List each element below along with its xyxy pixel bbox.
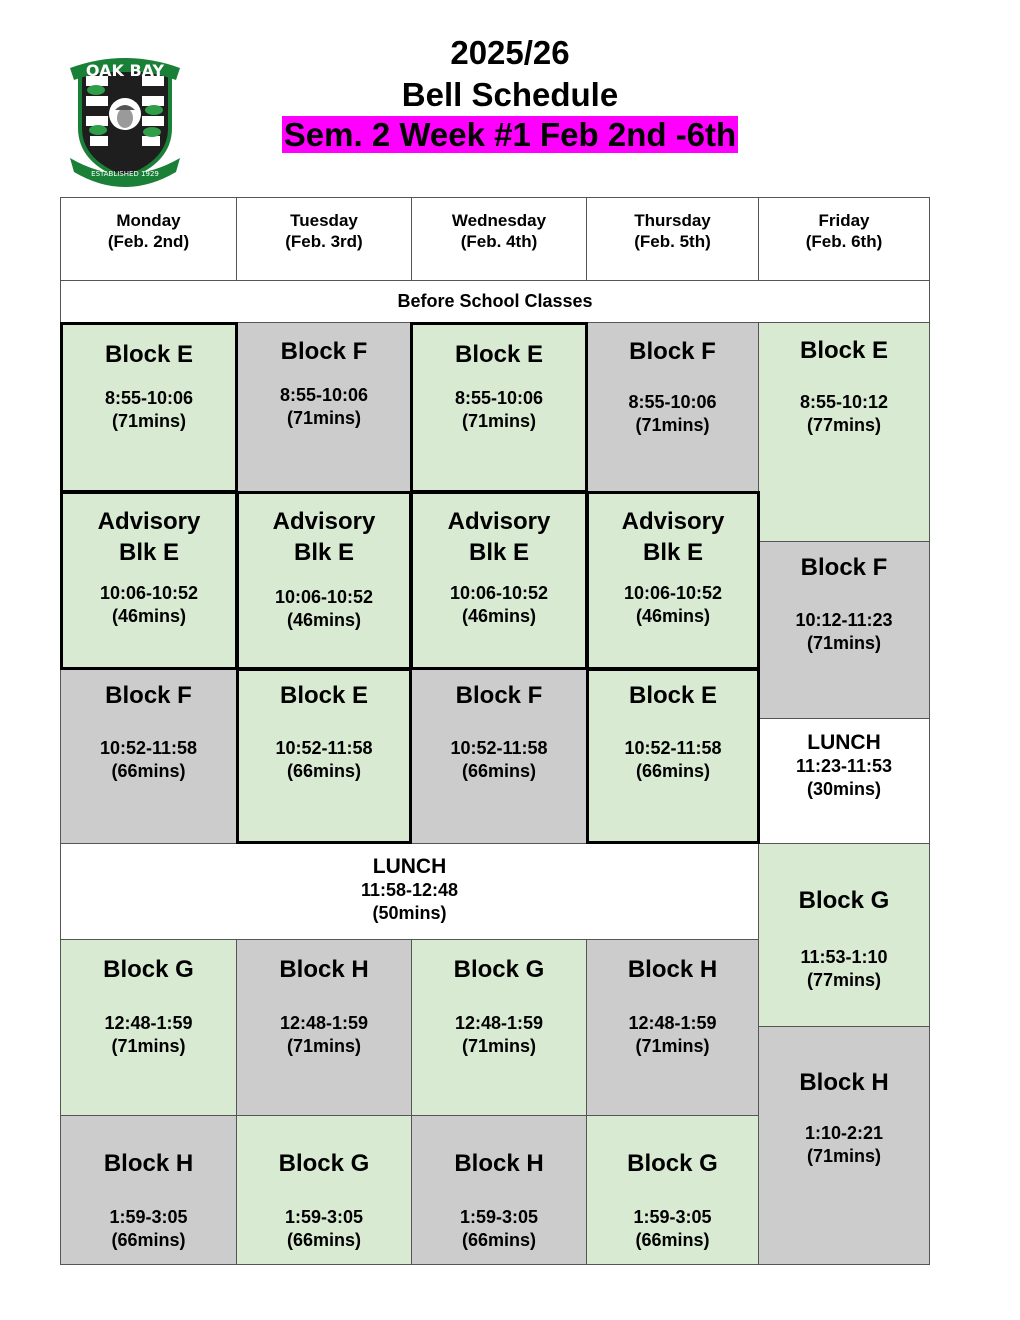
- day-name: Wednesday: [451, 211, 547, 230]
- block-name: Block H: [799, 1069, 889, 1096]
- title-week-highlight: Sem. 2 Week #1 Feb 2nd -6th: [283, 116, 737, 153]
- day-date: (Feb. 6th): [805, 232, 883, 251]
- block-time: 10:06-10:52: [274, 587, 374, 607]
- schedule-cell-tue-block-e: [236, 668, 412, 844]
- title-year: 2025/26: [450, 34, 570, 71]
- lunch-time: 11:23-11:53: [795, 756, 893, 776]
- block-name: Block E: [799, 337, 889, 364]
- schedule-cell-mon-block-e: [60, 322, 238, 493]
- block-time: 12:48-1:59: [454, 1013, 544, 1033]
- block-name: Block G: [453, 956, 545, 983]
- block-duration: (71mins): [461, 411, 537, 431]
- block-duration: (77mins): [806, 415, 882, 435]
- block-duration: (46mins): [635, 606, 711, 626]
- day-date: (Feb. 4th): [460, 232, 538, 251]
- block-time: 10:52-11:58: [99, 738, 198, 758]
- block-duration: (66mins): [461, 761, 537, 781]
- block-time: 8:55-10:06: [454, 388, 544, 408]
- block-duration: (46mins): [461, 606, 537, 626]
- block-name: Advisory: [621, 508, 725, 535]
- schedule-cell-tue-advisory: [236, 491, 412, 670]
- day-date: (Feb. 5th): [634, 232, 711, 251]
- block-name: Block H: [454, 1150, 544, 1177]
- block-duration: (66mins): [286, 1230, 362, 1250]
- schedule-cell-mon-advisory: [60, 491, 238, 670]
- block-name: Block H: [279, 956, 369, 983]
- block-time: 11:53-1:10: [800, 947, 888, 967]
- block-duration: (46mins): [286, 610, 362, 630]
- lunch-duration: (30mins): [806, 779, 882, 799]
- schedule-cell-wed-block-e: [410, 322, 588, 493]
- block-name: Advisory: [447, 508, 551, 535]
- block-subname: Blk E: [118, 539, 180, 566]
- day-name: Friday: [818, 211, 870, 230]
- block-time: 12:48-1:59: [628, 1013, 717, 1033]
- lunch-duration: (50mins): [372, 903, 447, 923]
- block-time: 10:06-10:52: [449, 583, 549, 603]
- schedule-cell-fri-block-f: [758, 541, 930, 719]
- day-name: Thursday: [634, 211, 711, 230]
- day-date: (Feb. 3rd): [285, 232, 363, 251]
- school-crest-logo: [66, 50, 184, 188]
- block-time: 10:06-10:52: [623, 583, 723, 603]
- schedule-cell-fri-block-g: [758, 843, 930, 1027]
- block-time: 10:52-11:58: [450, 738, 548, 758]
- block-duration: (71mins): [806, 633, 882, 653]
- block-name: Block F: [280, 338, 368, 365]
- schedule-cell-thu-advisory: [586, 491, 760, 670]
- block-duration: (71mins): [461, 1036, 537, 1056]
- block-name: Block F: [800, 554, 888, 581]
- title-schedule: Bell Schedule: [401, 76, 619, 113]
- block-time: 8:55-10:12: [799, 392, 889, 412]
- schedule-cell-wed-advisory: [410, 491, 588, 670]
- lunch-mon-thu: [60, 843, 759, 940]
- schedule-cell-wed-block-f: [411, 668, 587, 844]
- day-header-monday: [60, 197, 237, 281]
- block-duration: (71mins): [635, 1036, 710, 1056]
- block-name: Block H: [103, 1150, 194, 1177]
- block-name: Block F: [105, 682, 192, 709]
- logo-established: ESTABLISHED 1929: [91, 170, 159, 178]
- block-duration: (71mins): [286, 408, 362, 428]
- block-duration: (66mins): [286, 761, 362, 781]
- block-name: Advisory: [272, 508, 376, 535]
- block-name: Block F: [629, 338, 716, 365]
- logo-text: OAK BAY: [85, 61, 165, 80]
- block-duration: (71mins): [806, 1146, 882, 1166]
- block-name: Block G: [278, 1150, 370, 1177]
- block-time: 1:59-3:05: [284, 1207, 364, 1227]
- block-time: 10:12-11:23: [795, 610, 893, 630]
- block-time: 1:10-2:21: [804, 1123, 884, 1143]
- before-school-row: Before School Classes: [60, 280, 930, 323]
- lunch-label: LUNCH: [372, 855, 447, 878]
- schedule-cell-fri-lunch: [758, 718, 930, 844]
- block-subname: Blk E: [468, 539, 530, 566]
- bell-schedule-table: [60, 197, 930, 1265]
- block-time: 10:52-11:58: [624, 738, 722, 758]
- block-time: 10:06-10:52: [99, 583, 199, 603]
- schedule-cell-thu-block-e: [586, 668, 760, 844]
- block-duration: (66mins): [111, 761, 186, 781]
- block-time: 1:59-3:05: [459, 1207, 539, 1227]
- block-name: Block G: [103, 956, 194, 983]
- block-duration: (71mins): [635, 415, 710, 435]
- schedule-cell-thu-block-g: [586, 1115, 759, 1265]
- block-name: Block E: [628, 682, 718, 709]
- block-duration: (46mins): [111, 606, 187, 626]
- block-time: 12:48-1:59: [104, 1013, 193, 1033]
- day-date: (Feb. 2nd): [107, 232, 190, 251]
- block-subname: Blk E: [293, 539, 355, 566]
- block-time: 1:59-3:05: [109, 1207, 188, 1227]
- block-time: 10:52-11:58: [275, 738, 373, 758]
- schedule-cell-mon-block-f: [60, 668, 237, 844]
- day-name: Tuesday: [290, 211, 358, 230]
- block-name: Block E: [279, 682, 369, 709]
- day-header-thursday: [586, 197, 759, 281]
- schedule-cell-wed-block-h: [411, 1115, 587, 1265]
- block-name: Block G: [798, 887, 890, 914]
- schedule-cell-thu-block-f: [586, 322, 759, 493]
- block-name: Block E: [454, 341, 544, 368]
- block-time: 8:55-10:06: [628, 392, 717, 412]
- block-name: Block F: [455, 682, 543, 709]
- schedule-cell-fri-block-h: [758, 1026, 930, 1265]
- schedule-cell-mon-block-h: [60, 1115, 237, 1265]
- day-header-friday: [758, 197, 930, 281]
- schedule-cell-thu-block-h: [586, 939, 759, 1116]
- block-duration: (71mins): [111, 1036, 186, 1056]
- block-duration: (77mins): [806, 970, 882, 990]
- block-name: Block G: [627, 1150, 718, 1177]
- schedule-cell-tue-block-h: [236, 939, 412, 1116]
- block-duration: (66mins): [635, 1230, 710, 1250]
- day-header-wednesday: [411, 197, 587, 281]
- schedule-cell-wed-block-g: [411, 939, 587, 1116]
- schedule-cell-tue-block-g: [236, 1115, 412, 1265]
- day-header-tuesday: [236, 197, 412, 281]
- schedule-cell-fri-block-e: [758, 322, 930, 542]
- block-duration: (71mins): [286, 1036, 362, 1056]
- block-subname: Blk E: [642, 539, 704, 566]
- block-time: 8:55-10:06: [104, 388, 194, 408]
- block-time: 12:48-1:59: [279, 1013, 369, 1033]
- block-name: Advisory: [97, 508, 201, 535]
- lunch-time: 11:58-12:48: [360, 880, 459, 900]
- block-duration: (66mins): [111, 1230, 186, 1250]
- block-time: 8:55-10:06: [279, 385, 369, 405]
- block-duration: (66mins): [461, 1230, 537, 1250]
- schedule-cell-tue-block-f: [236, 322, 412, 493]
- block-duration: (71mins): [111, 411, 187, 431]
- title-week: [240, 115, 780, 155]
- lunch-label: LUNCH: [807, 731, 881, 754]
- block-name: Block H: [627, 956, 718, 983]
- schedule-cell-mon-block-g: [60, 939, 237, 1116]
- block-name: Block E: [104, 341, 194, 368]
- day-name: Monday: [116, 211, 181, 230]
- block-time: 1:59-3:05: [633, 1207, 712, 1227]
- block-duration: (66mins): [635, 761, 711, 781]
